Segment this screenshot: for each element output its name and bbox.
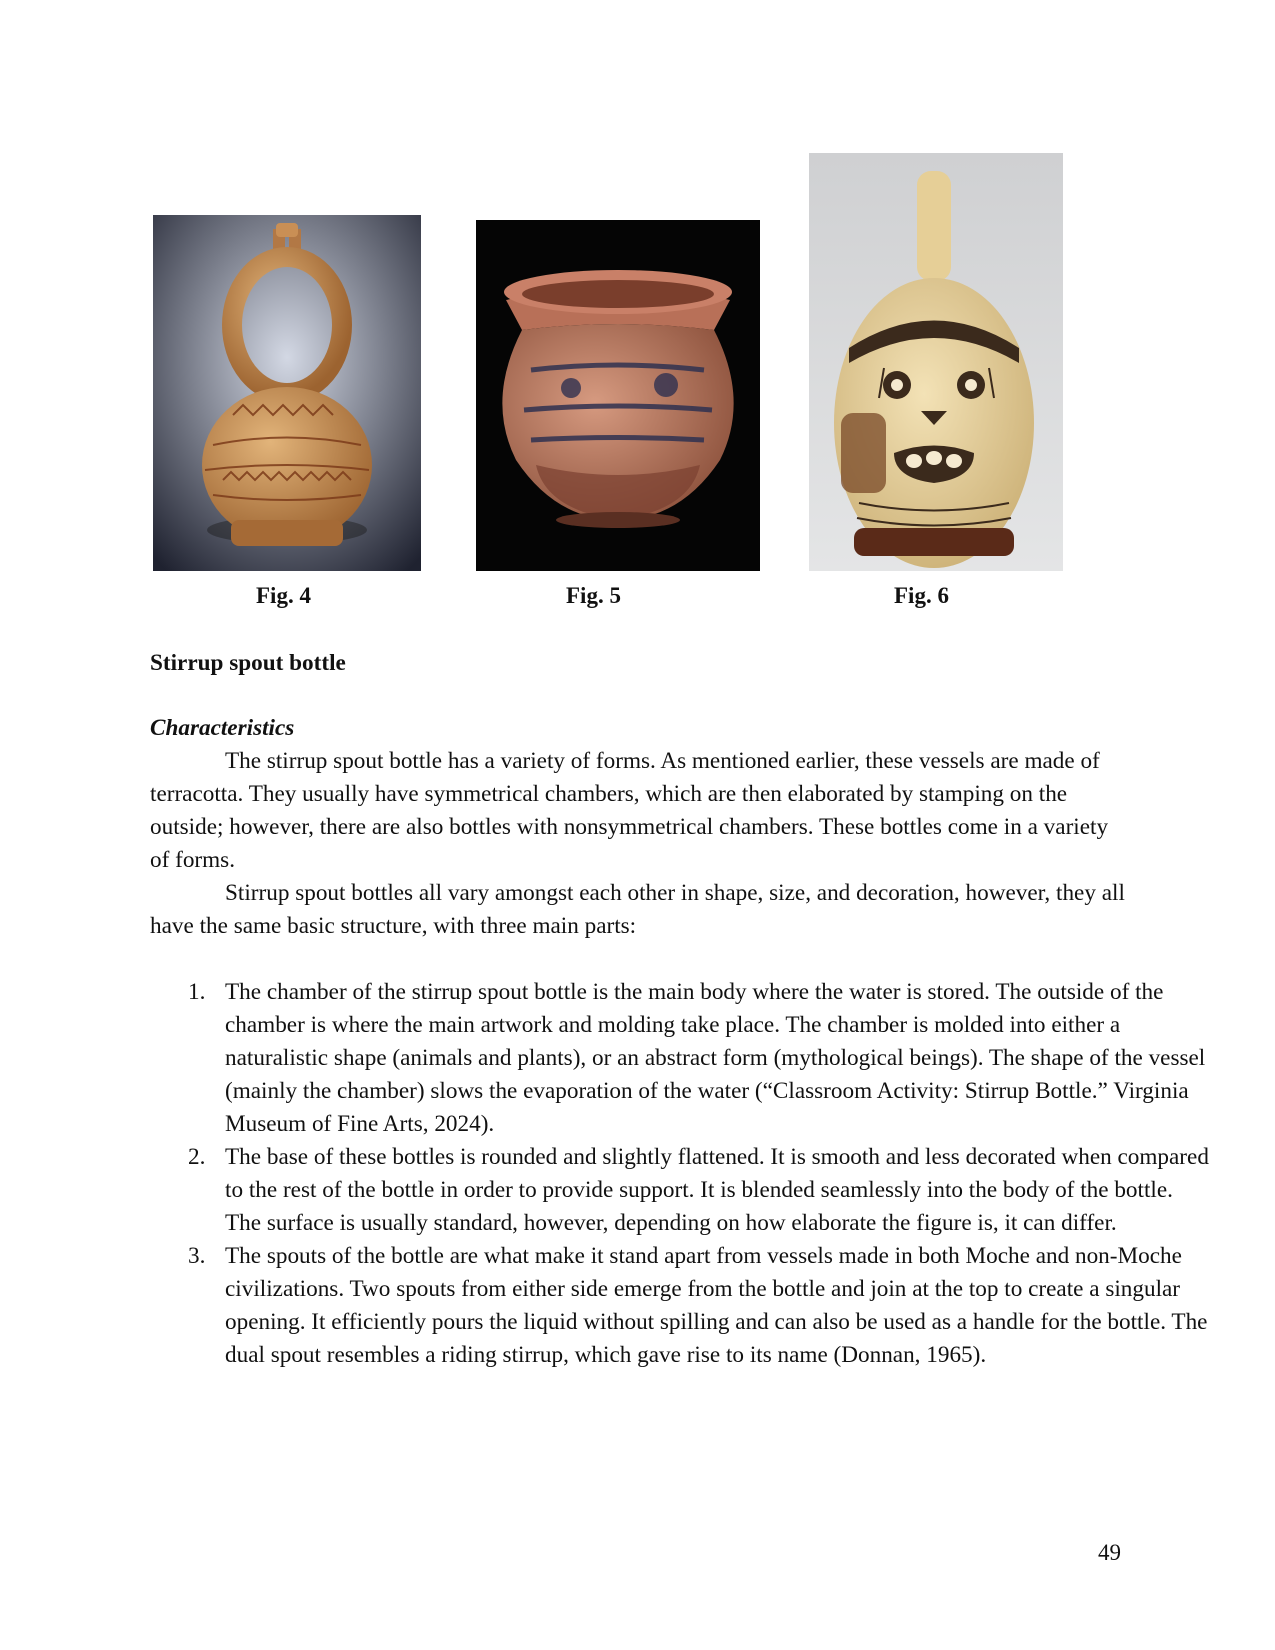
list-item-text: The spouts of the bottle are what make it stand apart from vessels made in both Moche and non-Moche civilizations. Two spouts from either side emerge from the bottle and join at the top to create a singular opening. It efficiently pours the liquid without spilling and can also be used as a handle for the bottle. The dual spout resembles a riding stirrup, which gave rise to its name (Donnan, 1965). [225,1243,1208,1368]
list-item-number: 2. [188,1144,206,1170]
list-item-number: 3. [188,1243,206,1269]
list-item-text: The chamber of the stirrup spout bottle is the main body where the water is stored. The outside of the chamber is where the main artwork and molding take place. The chamber is molded into either a naturalistic shape (animals and plants), or an abstract form (mythological beings). The shape of the vessel (mainly the chamber) slows the evaporation of the water (“Classroom Activity: Stirrup Bottle.” Virginia Museum of Fine Arts, 2024). [225,979,1206,1137]
figure-6-caption: Fig. 6 [894,583,949,608]
numbered-list [150,976,1210,1372]
list-item-text: The base of these bottles is rounded and slightly flattened. It is smooth and less decorated when compared to the rest of the bottle in order to provide support. It is blended seamlessly into the body of the bottle. The surface is usually standard, however, depending on how elaborate the figure is, it can differ. [225,1144,1209,1236]
figure-4-caption: Fig. 4 [256,583,311,608]
list-item-number: 1. [188,979,206,1005]
figure-5-image [476,220,760,571]
figure-5-caption: Fig. 5 [566,583,621,608]
paragraph: Stirrup spout bottles all vary amongst each other in shape, size, and decoration, however, they all have the same basic structure, with three main parts: [150,880,1125,939]
paragraph: The stirrup spout bottle has a variety of forms. As mentioned earlier, these vessels are made of terracotta. They usually have symmetrical chambers, which are then elaborated by stamping on the outside; however, there are also bottles with nonsymmetrical chambers. These bottles come in a variety of forms. [150,748,1109,873]
figure-4-image [153,215,421,571]
list-item [188,976,1210,1141]
list-item [188,1240,1210,1372]
section-heading: Stirrup spout bottle [150,650,346,676]
list-item [188,1141,1210,1240]
sub-heading: Characteristics [150,715,295,741]
figure-6-image [809,153,1063,571]
page-number: 49 [1098,1540,1121,1565]
